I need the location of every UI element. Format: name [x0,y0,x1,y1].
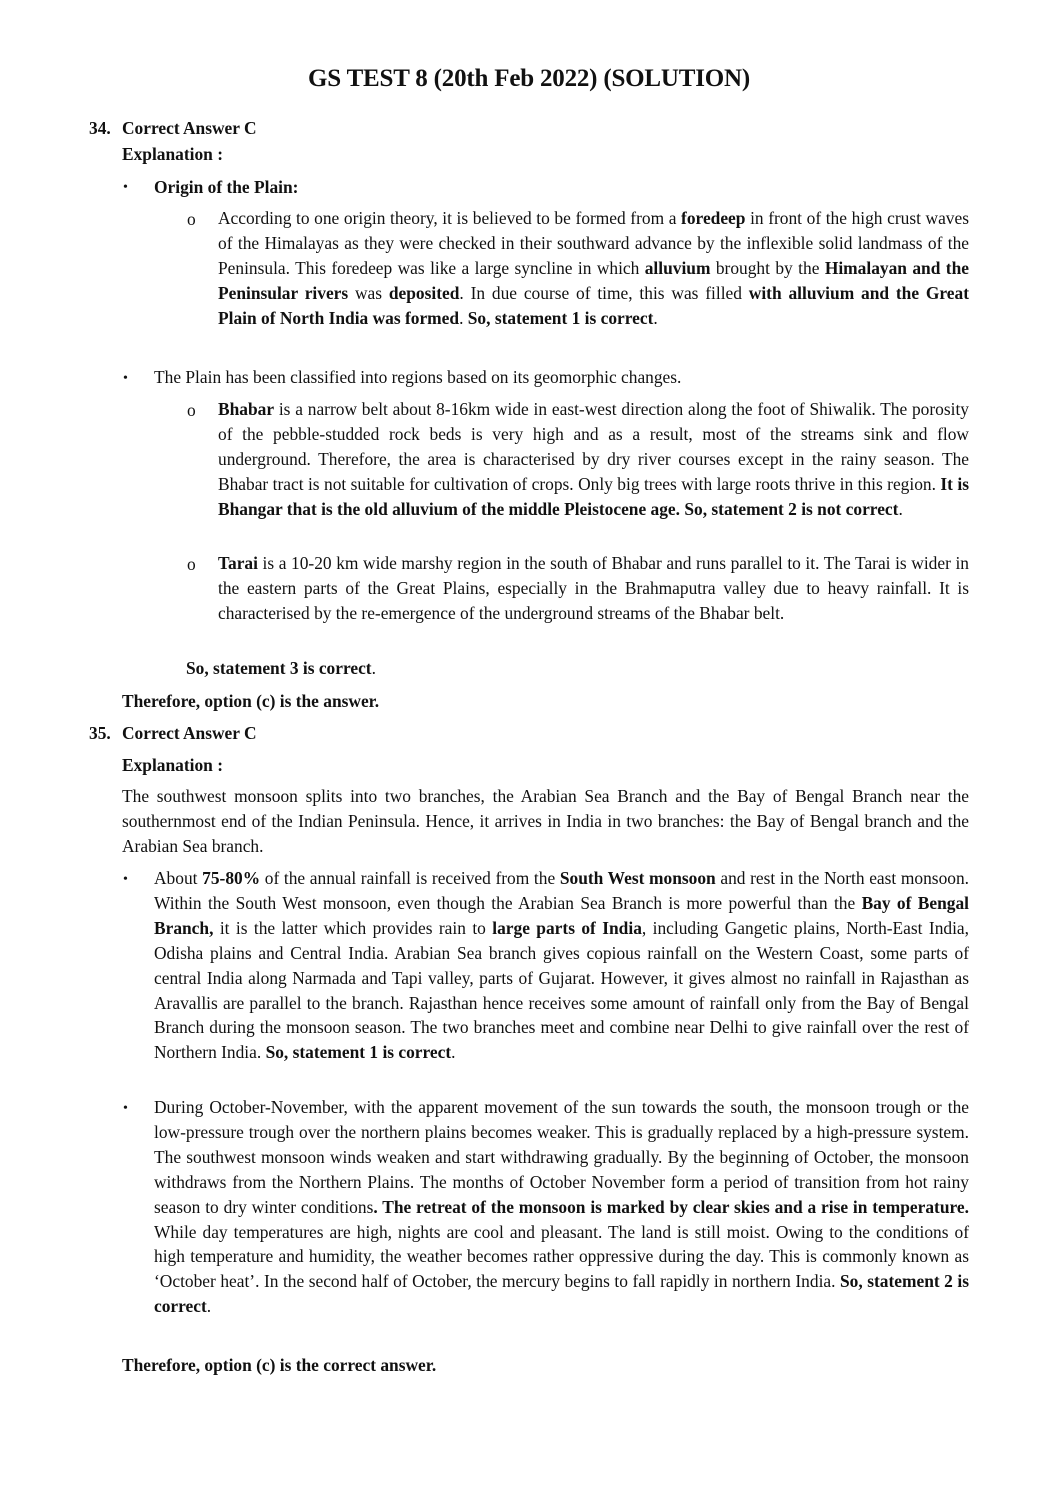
sub-bullet-icon: o [187,400,196,420]
text-run: is a 10-20 km wide marshy region in the south of Bhabar and runs parallel to it. The Tarai is wider in the eastern parts of the Great Plains, especially in the Brahmaputra valley due to heavy rainfall. It is characterised by the re-emergence of the underground streams of the Bhabar belt. [218,553,969,623]
text-run: in front of the high crust waves of the Himalayas as they were checked in their southward advance by the inflexible solid landmass of the Peninsula. This foredeep was like a large syncline in which [218,208,969,278]
bullet-icon: • [123,1101,128,1116]
question-34-conclusion: Therefore, option (c) is the answer. [122,691,380,711]
origin-theory-paragraph [218,206,969,331]
question-35-explanation-label: Explanation : [122,755,223,775]
origin-heading: Origin of the Plain: [154,177,299,197]
bold-text-run: with alluvium and the Great Plain of North India was formed [218,282,970,328]
text-run: . [451,1042,456,1063]
plain-classification-text: The Plain has been classified into regions based on its geomorphic changes. [154,367,682,387]
statement-3-period: . [371,658,376,678]
tarai-paragraph [218,551,969,626]
bold-text-run: Bay of Bengal Branch, [154,892,969,938]
monsoon-branches-paragraph [154,866,969,1065]
bold-text-run: It is Bhangar that is the old alluvium of the middle Pleistocene age. So, statement 2 is not correct [218,473,969,519]
bold-text-run: Bhabar [218,399,275,419]
bullet-icon: • [123,371,128,386]
question-34-number: 34. [89,118,111,138]
question-35-answer: Correct Answer C [122,723,257,743]
sub-bullet-icon: o [187,209,196,229]
question-34-answer: Correct Answer C [122,118,257,138]
question-35-conclusion: Therefore, option (c) is the correct answer. [122,1355,437,1375]
monsoon-intro-paragraph: The southwest monsoon splits into two branches, the Arabian Sea Branch and the Bay of Bengal Branch near the southernmost end of the Indian Peninsula. Hence, it arrives in India in two branches: the Bay of Bengal branch and the Arabian Sea branch. [122,786,969,856]
bold-text-run: So, statement 2 is correct [154,1271,969,1317]
page-title: GS TEST 8 (20th Feb 2022) (SOLUTION) [308,65,750,92]
bold-text-run: So, statement 1 is correct [467,307,654,328]
text-run: it is the latter which provides rain to [213,917,493,938]
text-run: While day temperatures are high, nights are cool and pleasant. The land is still moist. Owing to the conditions of high temperature and humidity, the weather becomes rather oppressive during the day. This is commonly known as ‘October heat’. In the second half of October, the mercury begins to fall rapidly in northern India. [154,1221,969,1292]
bold-text-run: Tarai [218,553,258,573]
text-run: was [348,282,389,303]
statement-3-text: So, statement 3 is correct [186,658,372,678]
text-run: and rest in the North east monsoon. Within the South West monsoon, even though the Arabian Sea Branch is more powerful than the [154,868,970,913]
text-run: About [154,868,203,888]
bold-text-run: deposited [388,282,460,303]
bold-text-run: So, statement 1 is correct [265,1042,452,1063]
text-run: . [206,1296,212,1317]
text-run: . [653,307,658,328]
sub-bullet-icon: o [187,554,196,574]
bullet-icon: • [123,180,128,195]
text-run: . In due course of time, this was filled [459,282,749,303]
statement-3-line [186,656,786,681]
bullet-icon: • [123,872,128,887]
bold-text-run: alluvium [644,257,711,278]
monsoon-retreat-paragraph [154,1095,969,1319]
bold-text-run: South West monsoon [559,868,716,888]
text-run: , including Gangetic plains, North-East India, Odisha plains and Central India. Arabian Sea branch gives copious rainfall on the Western Coast, some parts of central India along Narmada and Tapi valley, parts of Gujarat. However, it gives almost no rainfall in Rajasthan as Aravallis are parallel to the branch. Rajasthan hence receives some amount of rainfall only from the Bay of Bengal Branch during the monsoon season. The two branches meet and combine near Delhi to give rainfall over the rest of Northern India. [154,917,969,1063]
text-run: brought by the [710,257,825,278]
text-run: According to one origin theory, it is believed to be formed from a [218,208,682,228]
bold-text-run: . The retreat of the monsoon is marked by clear skies and a rise in temperature. [373,1196,969,1217]
text-run: . [459,307,468,328]
text-run: . [898,498,903,519]
bold-text-run: Himalayan and the Peninsular rivers [218,257,969,303]
bold-text-run: foredeep [681,208,746,228]
text-run: of the annual rainfall is received from the [260,868,560,888]
question-35-number: 35. [89,723,111,743]
bhabar-paragraph [218,397,969,522]
text-run: During October-November, with the apparent movement of the sun towards the south, the monsoon trough or the low-pressure trough over the northern plains becomes weaker. This is gradually replaced by a high-pressure system. The southwest monsoon winds weaken and start withdrawing gradually. By the beginning of October, the monsoon withdraws from the Northern Plains. The months of October November form a period of transition from hot rainy season to dry winter conditions [154,1097,969,1217]
text-run: is a narrow belt about 8-16km wide in east-west direction along the foot of Shiwalik. The porosity of the pebble-studded rock beds is very high and as a result, most of the streams sink and flow underground. Therefore, the area is characterised by dry river courses except in the rainy season. The Bhabar tract is not suitable for cultivation of crops. Only big trees with large roots thrive in this region. [218,399,969,494]
bold-text-run: 75-80% [202,868,261,888]
question-34-explanation-label: Explanation : [122,144,223,164]
bold-text-run: large parts of India [492,917,642,938]
